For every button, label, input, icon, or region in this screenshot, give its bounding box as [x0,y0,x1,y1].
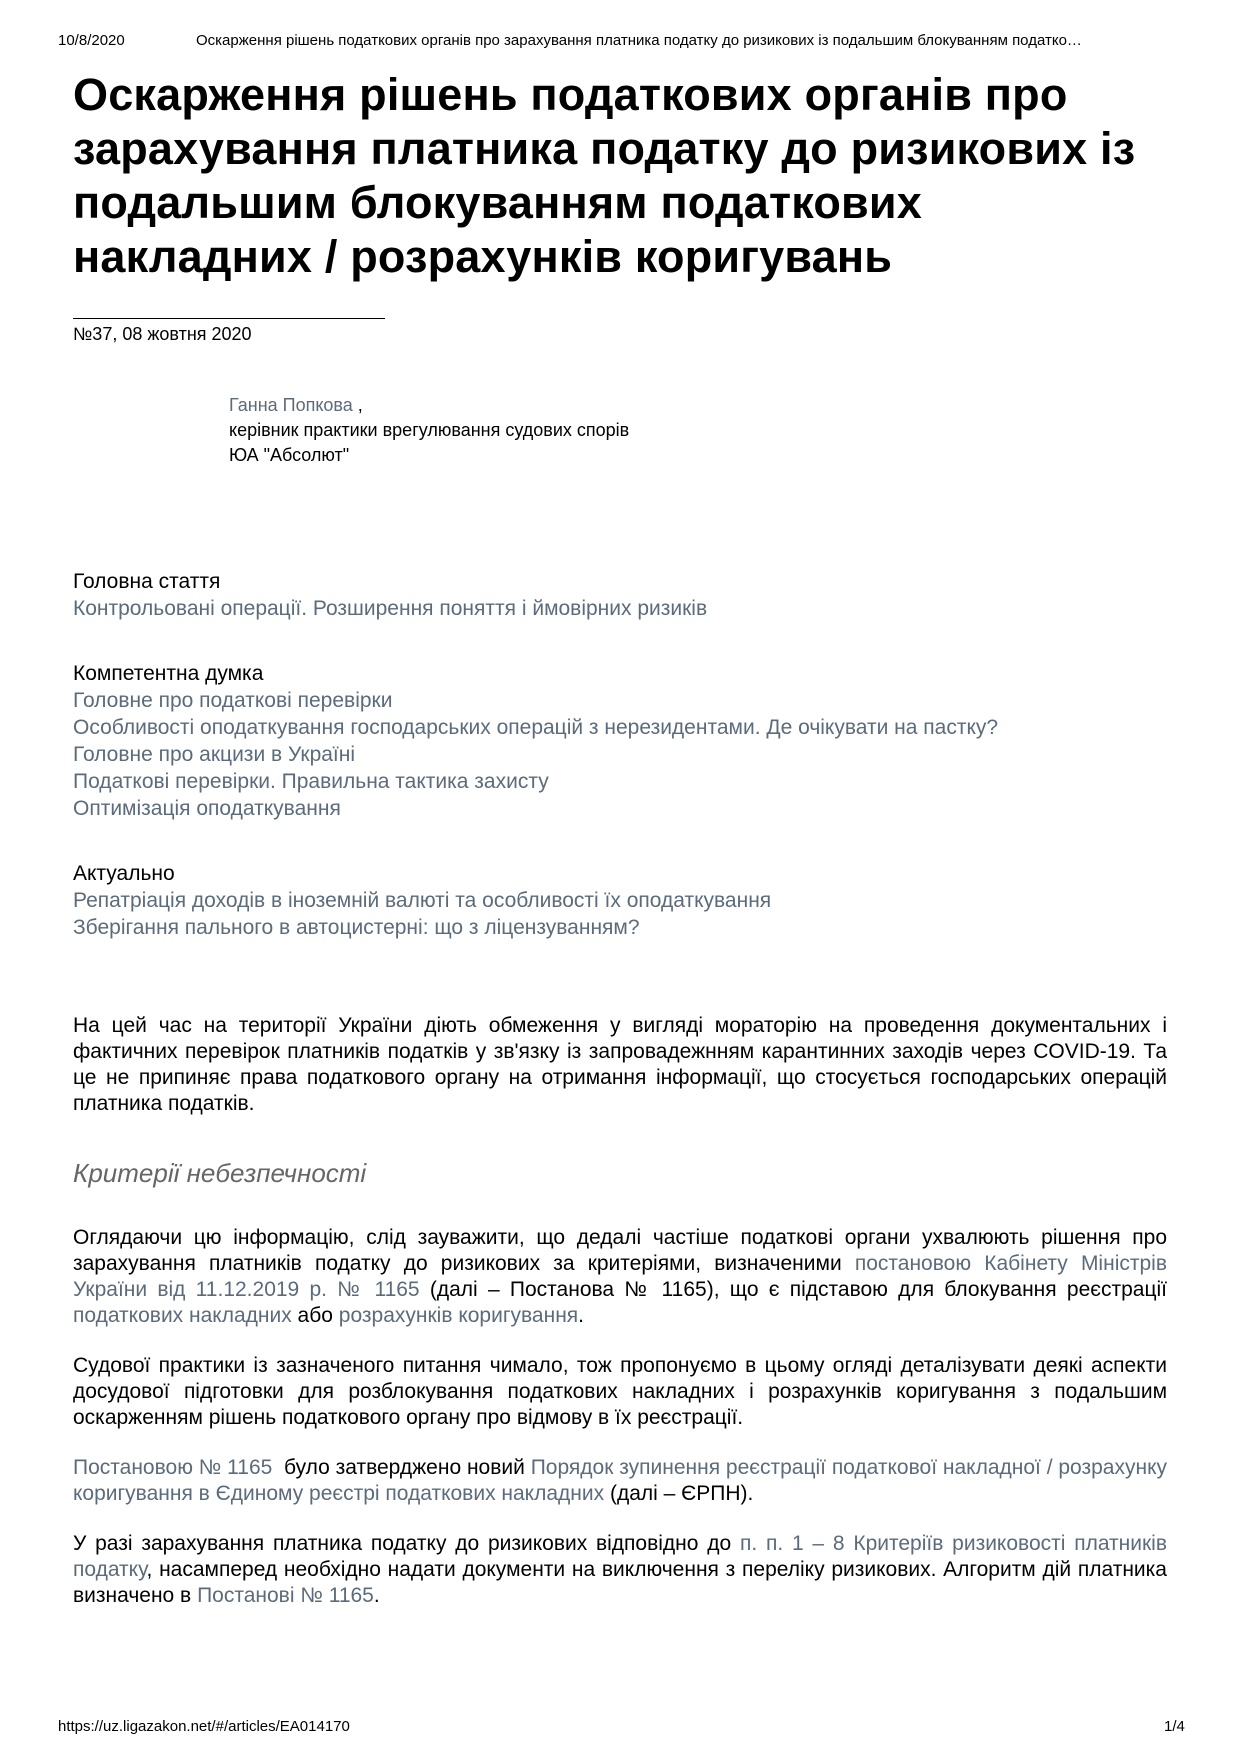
article [73,68,1167,1609]
related-link[interactable]: Зберігання пального в автоцистерні: що з ліцензуванням? [73,916,640,939]
subheading: Критерії небезпечності [73,1158,367,1188]
body-paragraph [73,1531,1167,1609]
page-number: 1/4 [1164,1718,1185,1735]
text-run: . [578,1304,585,1327]
inline-link[interactable]: п. п. 1 – 8 Критеріїв ризиковості платників податку [73,1532,1167,1581]
print-page-title: Оскарження рішень податкових органів про зарахування платника податку до ризикових із подальшим блокуванням податко… [196,32,1082,49]
author-position: керівник практики врегулювання судових спорів [229,420,630,440]
related-link[interactable]: Податкові перевірки. Правильна тактика захисту [73,770,549,793]
text-run: . [373,1584,380,1607]
text-run: (далі – ЄРПН). [604,1482,754,1505]
article-title: Оскарження рішень податкових органів про зарахування платника податку до ризикових із подальшим блокуванням податкових накладних / розрахунків коригувань [73,69,1136,282]
author-company: ЮА "Абсолют" [229,445,350,465]
author-name-link[interactable]: Ганна Попкова [229,395,353,415]
related-link[interactable]: Контрольовані операції. Розширення поняття і ймовірних ризиків [73,597,708,620]
body-paragraph [73,1225,1167,1329]
text-run: Оглядаючи цю інформацію, слід зауважити, що дедалі частіше податкові органи ухвалюють рішення про зарахування платників податку до ризикових за критеріями, визначеними [73,1226,1167,1275]
author-name-line [229,393,1167,418]
inline-link[interactable]: розрахунків коригування [338,1304,579,1327]
inline-link[interactable]: Порядок зупинення реєстрації податкової накладної / розрахунку коригування в Єдиному реєстрі податкових накладних [73,1456,1167,1505]
related-link[interactable]: Репатріація доходів в іноземній валюті та особливості їх оподаткування [73,889,772,912]
text-run: було затверджено новий [272,1456,531,1479]
body-paragraph: На цей час на території України діють обмеження у вигляді мораторію на проведення документальних і фактичних перевірок платників податків у зв'язку із запровадежнням карантинних заходів через COVID-19. Та це не припиняє права податкового органу на отримання інформації, що стосується господарських операцій платника податків. [73,1014,1167,1115]
related-link[interactable]: Головне про податкові перевірки [73,689,393,712]
inline-link[interactable]: податкових накладних [73,1304,292,1327]
body-paragraph [73,1455,1167,1507]
inline-link[interactable]: Постанові № 1165 [197,1584,374,1607]
text-run: (далі – Постанова № 1165), що є підставою для блокування реєстрації [419,1278,1167,1301]
related-link[interactable]: Особливості оподаткування господарських операцій з нерезидентами. Де очікувати на пастку? [73,716,999,739]
section-main-article [73,568,1167,622]
body-paragraph: Судової практики із зазначеного питання чимало, тож пропонуємо в цьому огляді деталізувати деякі аспекти досудової підготовки для розблокування податкових накладних і розрахунків коригування з подальшим оскарженням рішень податкового органу про відмову в їх реєстрації. [73,1354,1167,1429]
related-link[interactable]: Головне про акцизи в Україні [73,743,356,766]
author-comma: , [352,395,363,415]
section-opinion [73,660,1167,822]
section-heading: Головна стаття [73,570,221,593]
text-run: У разі зарахування платника податку до ризикових відповідно до [73,1532,740,1555]
inline-link[interactable]: постановою Кабінету Міністрів України від 11.12.2019 р. № 1165 [73,1252,1167,1301]
section-actual [73,860,1167,941]
section-heading: Актуально [73,862,175,885]
title-divider [73,318,385,319]
related-link[interactable]: Оптимізація оподаткування [73,797,341,820]
print-date: 10/8/2020 [58,32,125,49]
inline-link[interactable]: Постановою № 1165 [73,1456,273,1479]
text-run: , насамперед необхідно надати документи на виключення з переліку ризикових. Алгоритм дій платника визначено в [73,1558,1167,1607]
issue-info: №37, 08 жовтня 2020 [73,324,252,344]
author-block [229,393,1167,468]
text-run: або [291,1304,339,1327]
print-url: https://uz.ligazakon.net/#/articles/EA014170 [58,1718,350,1735]
section-heading: Компетентна думка [73,662,264,685]
